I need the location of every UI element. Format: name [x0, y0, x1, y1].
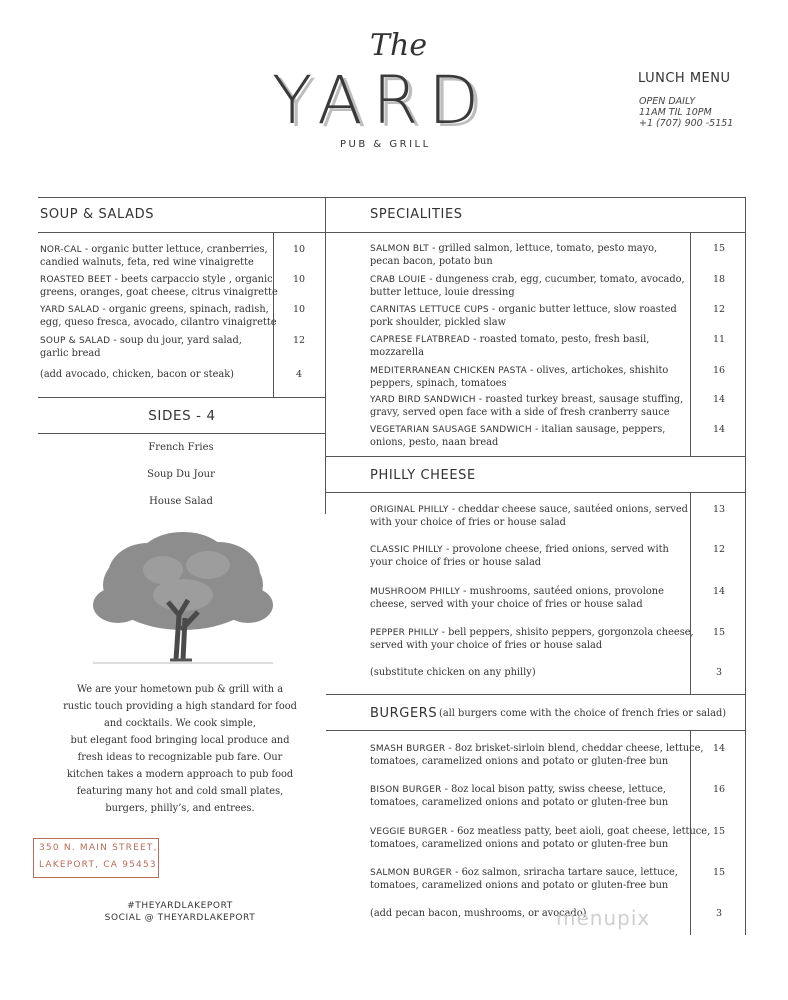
tree-illustration-icon	[88, 530, 278, 670]
burgers-note: (all burgers come with the choice of french fries or salad)	[439, 708, 727, 719]
watermark: menupix	[556, 906, 651, 930]
menu-item	[370, 627, 694, 651]
menu-item-desc: pork shoulder, pickled slaw	[370, 316, 507, 328]
soup-salads-title: SOUP & SALADS	[40, 207, 155, 222]
menu-item-price: 10	[292, 274, 306, 285]
menu-item-desc: - 6oz meatless patty, beet aioli, goat cheese, lettuce,	[447, 826, 711, 837]
burgers-addon: (add pecan bacon, mushrooms, or avocado)	[370, 908, 587, 919]
menu-item	[370, 826, 710, 850]
menu-title: LUNCH MENU	[638, 71, 731, 86]
menu-item-desc: - dungeness crab, egg, cucumber, tomato, avocado,	[426, 274, 685, 285]
menu-item-desc: - grilled salmon, lettuce, tomato, pesto mayo,	[428, 243, 658, 254]
menu-item-price: 11	[712, 334, 726, 345]
menu-item-desc: - olives, artichokes, shishito	[526, 365, 669, 376]
menu-item-desc: - organic greens, spinach, radish,	[99, 304, 269, 315]
menu-item	[370, 394, 683, 418]
philly-addon: (substitute chicken on any philly)	[370, 667, 536, 678]
right-border	[745, 197, 746, 935]
menu-item	[370, 243, 657, 267]
menu-item-desc: pecan bacon, potato bun	[370, 255, 493, 267]
menu-item	[370, 274, 685, 298]
philly-title: PHILLY CHEESE	[370, 468, 476, 483]
side-item: Soup Du Jour	[147, 469, 215, 480]
menu-item-desc: served with your choice of fries or house salad	[370, 639, 603, 651]
logo-subtitle: PUB & GRILL	[340, 139, 431, 150]
menu-item-name: MUSHROOM PHILLY	[370, 587, 461, 597]
sides-top-rule	[38, 397, 326, 398]
menu-item-desc: - organic butter lettuce, slow roasted	[488, 304, 677, 315]
menu-item	[40, 274, 278, 298]
menu-item-desc: - beets carpaccio style , organic	[111, 274, 273, 285]
menu-item-name: CARNITAS LETTUCE CUPS	[370, 305, 489, 315]
menu-item-name: CRAB LOUIE	[370, 275, 427, 285]
menu-item-price: 14	[712, 586, 726, 597]
about-line: fresh ideas to recognizable pub fare. Our	[77, 752, 283, 763]
menu-item-desc: - soup du jour, yard salad,	[110, 335, 242, 346]
menu-item	[370, 424, 665, 448]
menu-item	[370, 365, 668, 389]
menu-item-desc: - 8oz brisket-sirloin blend, cheddar cheese, lettuce,	[445, 743, 704, 754]
menu-item-desc: cheese, served with your choice of fries or house salad	[370, 598, 643, 610]
menu-item-name: YARD SALAD	[40, 305, 100, 315]
address-line2: LAKEPORT, CA 95453	[39, 860, 157, 870]
about-line: but elegant food bringing local produce and	[70, 735, 290, 746]
menu-item-price: 14	[712, 424, 726, 435]
menu-item-desc: candied walnuts, feta, red wine vinaigrette	[40, 256, 254, 268]
menu-item-desc: - organic butter lettuce, cranberries,	[81, 244, 268, 255]
menu-item-name: ROASTED BEET	[40, 275, 112, 285]
spec-price-divider	[690, 232, 691, 456]
philly-top-rule	[326, 456, 746, 457]
menu-item	[370, 544, 669, 568]
menu-item-name: VEGETARIAN SAUSAGE SANDWICH	[370, 425, 532, 435]
social-handle: SOCIAL @ THEYARDLAKEPORT	[104, 913, 256, 923]
burgers-title: BURGERS	[370, 706, 438, 721]
philly-addon-price: 3	[715, 667, 723, 678]
header-rule	[38, 232, 746, 233]
menu-item	[370, 304, 677, 328]
menu-item-desc: greens, oranges, goat cheese, citrus vinaigrette	[40, 286, 278, 298]
menu-item	[370, 586, 664, 610]
menu-item-name: PEPPER PHILLY	[370, 628, 439, 638]
menu-item-price: 12	[712, 304, 726, 315]
menu-item-desc: with your choice of fries or house salad	[370, 516, 566, 528]
menu-item	[370, 334, 649, 358]
menu-item-desc: - mushrooms, sautéed onions, provolone	[460, 586, 664, 597]
logo-yard: YARD	[272, 62, 490, 139]
menu-item-name: SALMON BURGER	[370, 868, 453, 878]
menu-item-desc: mozzarella	[370, 346, 424, 358]
menu-item-price: 16	[712, 365, 726, 376]
menu-item-desc: butter lettuce, louie dressing	[370, 286, 515, 298]
side-item: House Salad	[149, 496, 213, 507]
philly-price-divider	[690, 492, 691, 694]
soup-addon: (add avocado, chicken, bacon or steak)	[40, 369, 234, 380]
phone-text: +1 (707) 900 -5151	[639, 118, 734, 129]
menu-item-desc: - roasted turkey breast, sausage stuffing,	[475, 394, 684, 405]
menu-item	[370, 504, 688, 528]
menu-item-name: VEGGIE BURGER	[370, 827, 448, 837]
menu-item-name: CAPRESE FLATBREAD	[370, 335, 471, 345]
menu-item	[40, 335, 242, 359]
hours-text: 11AM TIL 10PM	[639, 107, 712, 118]
menu-item	[370, 743, 704, 767]
menu-item-price: 15	[712, 243, 726, 254]
menu-item	[370, 784, 668, 808]
sides-title: SIDES - 4	[148, 408, 216, 424]
menu-item	[370, 867, 678, 891]
menu-item-desc: your choice of fries or house salad	[370, 556, 542, 568]
menu-item-desc: tomatoes, caramelized onions and potato or gluten-free bun	[370, 796, 669, 808]
menu-item-price: 14	[712, 743, 726, 754]
burgers-header-rule	[326, 730, 746, 731]
about-line: featuring many hot and cold small plates,	[76, 786, 284, 797]
hashtag: #THEYARDLAKEPORT	[127, 901, 233, 911]
menu-item-name: BISON BURGER	[370, 785, 442, 795]
menu-item-desc: tomatoes, caramelized onions and potato or gluten-free bun	[370, 879, 669, 891]
menu-item-price: 10	[292, 304, 306, 315]
menu-item-desc: gravy, served open face with a side of fresh cranberry sauce	[370, 406, 670, 418]
menu-item-name: SALMON BLT	[370, 244, 429, 254]
menu-item-price: 12	[712, 544, 726, 555]
philly-header-rule	[326, 492, 746, 493]
about-line: We are your hometown pub & grill with a	[76, 684, 284, 695]
menu-item-desc: - provolone cheese, fried onions, served with	[442, 544, 669, 555]
menu-item-name: NOR-CAL	[40, 245, 82, 255]
about-line: burgers, philly’s, and entrees.	[105, 803, 255, 814]
hours-label: OPEN DAILY	[639, 96, 696, 107]
menu-item-desc: - 8oz local bison patty, swiss cheese, lettuce,	[441, 784, 666, 795]
menu-item-name: YARD BIRD SANDWICH	[370, 395, 476, 405]
menu-item-price: 14	[712, 394, 726, 405]
burgers-addon-price: 3	[715, 908, 723, 919]
menu-item-desc: garlic bread	[40, 347, 101, 359]
menu-item-price: 15	[712, 826, 726, 837]
about-text	[60, 681, 300, 817]
menu-item-desc: peppers, spinach, tomatoes	[370, 377, 507, 389]
top-rule	[38, 197, 746, 198]
menu-item-desc: - 6oz salmon, sriracha tartare sauce, lettuce,	[452, 867, 678, 878]
specialities-title: SPECIALITIES	[370, 207, 463, 222]
logo-the: The	[370, 28, 428, 63]
menu-item-desc: - bell peppers, shisito peppers, gorgonzola cheese,	[438, 627, 694, 638]
about-line: kitchen takes a modern approach to pub food	[66, 769, 294, 780]
menu-item	[40, 244, 268, 268]
about-line: and cocktails. We cook simple,	[104, 718, 256, 729]
menu-item-price: 16	[712, 784, 726, 795]
menu-item	[40, 304, 277, 328]
left-col-divider	[325, 232, 326, 514]
about-line: rustic touch providing a high standard for food	[63, 701, 297, 712]
menu-item-name: SMASH BURGER	[370, 744, 446, 754]
menu-item-price: 15	[712, 627, 726, 638]
side-item: French Fries	[148, 442, 214, 453]
burgers-top-rule	[326, 694, 746, 695]
menu-item-name: CLASSIC PHILLY	[370, 545, 443, 555]
sides-bottom-rule	[38, 433, 326, 434]
menu-item-name: SOUP & SALAD	[40, 336, 111, 346]
menu-item-price: 15	[712, 867, 726, 878]
menu-item-price: 10	[292, 244, 306, 255]
menu-item-desc: - cheddar cheese sauce, sautéed onions, served	[448, 504, 688, 515]
menu-item-desc: tomatoes, caramelized onions and potato or gluten-free bun	[370, 838, 669, 850]
menu-item-name: ORIGINAL PHILLY	[370, 505, 449, 515]
menu-item-name: MEDITERRANEAN CHICKEN PASTA	[370, 366, 527, 376]
menu-item-desc: egg, queso fresca, avocado, cilantro vinaigrette	[40, 316, 277, 328]
menu-item-price: 12	[292, 335, 306, 346]
address-line1: 350 N. MAIN STREET,	[39, 843, 158, 853]
menu-item-desc: - roasted tomato, pesto, fresh basil,	[470, 334, 650, 345]
soup-addon-price: 4	[295, 369, 303, 380]
menu-item-price: 13	[712, 504, 726, 515]
header-divider	[325, 197, 326, 233]
menu-item-price: 18	[712, 274, 726, 285]
menu-item-desc: tomatoes, caramelized onions and potato or gluten-free bun	[370, 755, 669, 767]
menu-item-desc: - italian sausage, peppers,	[531, 424, 666, 435]
menu-item-desc: onions, pesto, naan bread	[370, 436, 499, 448]
